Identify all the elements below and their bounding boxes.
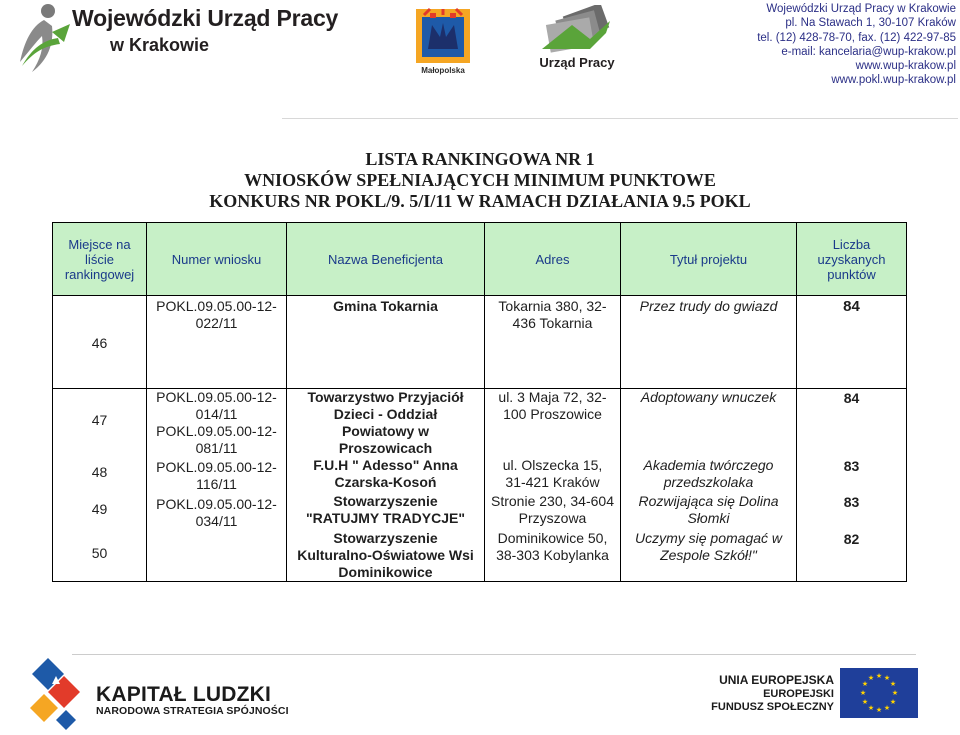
kapital-ludzki-title: KAPITAŁ LUDZKI [96,683,272,706]
number-cell-group [147,389,287,582]
wup-logo-icon [14,2,74,74]
svg-text:★: ★ [867,674,875,682]
rank-cell-group [53,389,147,582]
title-line: KONKURS NR POKL/9. 5/I/11 W RAMACH DZIAŁANIA 9.5 POKL [209,191,751,211]
rank-value: 48 [91,464,108,480]
beneficiary-value: Stowarzyszenie "RATUJMY TRADYCJE" [306,493,465,526]
table-row [53,296,907,389]
contact-block [757,2,956,88]
beneficiary-value: F.U.H " Adesso" Anna Czarska-Kosoń [313,457,458,490]
number-value: POKL.09.05.00-12- 116/11 [156,459,277,492]
malopolska-label: Małopolska [421,66,465,75]
footer-divider [72,654,916,655]
svg-text:★: ★ [889,698,897,706]
project-cell-group [621,389,797,582]
ue-caption [700,674,834,715]
project-value: Akademia twórczego przedszkolaka [643,457,774,490]
col-header-rank: Miejsce na liście rankingowej [53,223,147,296]
project-value: Adoptowany wnuczek [640,389,777,405]
svg-text:★: ★ [883,704,891,712]
svg-text:★: ★ [891,689,899,697]
table-header-row [53,223,907,296]
address-cell: Tokarnia 380, 32- 436 Tokarnia [485,296,621,389]
points-value: 83 [843,494,860,510]
eu-flag-icon [840,668,918,718]
project-value: Uczymy się pomagać w Zespole Szkół!" [634,530,783,563]
points-cell: 84 [797,296,907,389]
title-line: WNIOSKÓW SPEŁNIAJĄCYCH MINIMUM PUNKTOWE [244,170,716,190]
malopolska-logo-icon [412,5,474,67]
urzad-pracy-label: Urząd Pracy [539,55,615,70]
contact-website[interactable]: www.wup-krakow.pl [855,60,956,73]
address-cell-group [485,389,621,582]
col-header-address: Adres [485,223,621,296]
svg-text:★: ★ [859,689,867,697]
col-header-number: Numer wniosku [147,223,287,296]
col-header-points: Liczba uzyskanych punktów [797,223,907,296]
contact-website[interactable]: www.pokl.wup-krakow.pl [831,74,956,87]
number-value: POKL.09.05.00-12- 014/11 [156,389,277,422]
svg-text:★: ★ [867,704,875,712]
col-header-name: Nazwa Beneficjenta [287,223,485,296]
beneficiary-cell: Gmina Tokarnia [287,296,485,389]
ranking-table [52,222,907,582]
number-cell: POKL.09.05.00-12- 022/11 [147,296,287,389]
rank-cell: 46 [53,296,147,389]
org-title: Wojewódzki Urząd Pracy [72,5,339,31]
urzad-pracy-logo-icon [540,5,614,55]
kapital-ludzki-subtitle: NARODOWA STRATEGIA SPÓJNOŚCI [96,705,289,717]
svg-text:★: ★ [889,680,897,688]
svg-text:★: ★ [875,672,883,680]
contact-line: pl. Na Stawach 1, 30-107 Kraków [785,17,956,30]
document-title [0,149,960,212]
project-value: Rozwijająca się Dolina Słomki [638,493,779,526]
contact-line: Wojewódzki Urząd Pracy w Krakowie [766,3,956,15]
table-row-group [53,389,907,582]
contact-line: tel. (12) 428-78-70, fax. (12) 422-97-85 [757,31,956,44]
address-value: ul. 3 Maja 72, 32- 100 Proszowice [498,389,607,422]
org-subtitle: w Krakowie [110,35,210,55]
number-value: POKL.09.05.00-12- 034/11 [156,496,277,529]
points-cell-group [797,389,907,582]
beneficiary-cell-group [287,389,485,582]
number-value: POKL.09.05.00-12- 081/11 [156,423,277,456]
svg-text:★: ★ [883,674,891,682]
col-header-project: Tytuł projektu [621,223,797,296]
svg-text:★: ★ [875,706,883,714]
beneficiary-value: Stowarzyszenie Kulturalno-Oświatowe Wsi Dominikowice [297,530,474,580]
ue-line: EUROPEJSKI [763,687,834,700]
points-value: 82 [843,531,860,547]
svg-text:★: ★ [861,680,869,688]
beneficiary-value: Towarzystwo Przyjaciół Dzieci - Oddział Powiatowy w Proszowicach [307,389,464,456]
ue-line: FUNDUSZ SPOŁECZNY [711,701,834,713]
rank-value: 50 [91,545,108,561]
address-value: Dominikowice 50, 38-303 Kobylanka [496,530,609,563]
address-value: ul. Olszecka 15, 31-421 Kraków [502,457,603,490]
page-header [0,0,960,110]
points-value: 84 [843,390,860,406]
address-value: Stronie 230, 34-604 Przyszowa [491,493,614,526]
points-value: 83 [843,458,860,474]
kapital-ludzki-logo-icon [30,654,82,732]
svg-text:★: ★ [861,698,869,706]
header-divider [282,118,958,119]
rank-value: 49 [91,501,108,517]
project-cell: Przez trudy do gwiazd [621,296,797,389]
rank-value: 47 [91,412,108,428]
ue-line: UNIA EUROPEJSKA [719,673,834,687]
contact-email[interactable]: e-mail: kancelaria@wup-krakow.pl [781,45,956,58]
title-line: LISTA RANKINGOWA NR 1 [365,149,595,169]
